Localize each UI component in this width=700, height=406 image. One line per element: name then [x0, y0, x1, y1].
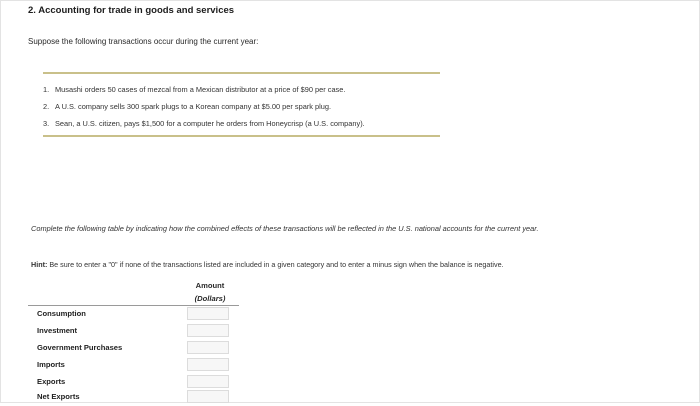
hint-label: Hint:: [31, 260, 48, 269]
table-row-net-exports: [28, 389, 239, 406]
exports-amount-input[interactable]: [187, 375, 229, 388]
transaction-item: [43, 81, 365, 98]
transaction-text: A U.S. company sells 300 spark plugs to a Korean company at $5.00 per spark plug.: [55, 102, 332, 111]
transaction-text: Musashi orders 50 cases of mezcal from a Mexican distributor at a price of $90 per case.: [55, 85, 346, 94]
amount-column-header: [188, 279, 232, 305]
divider-bottom: [43, 135, 440, 137]
row-label-exports: Exports: [37, 377, 66, 386]
row-label-net-exports: Net Exports: [37, 392, 80, 401]
transaction-item: [43, 98, 365, 115]
table-row-imports: [28, 357, 239, 374]
transaction-number: 2.: [43, 102, 50, 111]
row-label-imports: Imports: [37, 360, 65, 369]
amount-header-units: (Dollars): [194, 294, 226, 303]
consumption-amount-input[interactable]: [187, 307, 229, 320]
net-exports-amount-input[interactable]: [187, 390, 229, 403]
transaction-list: [43, 81, 365, 132]
transaction-item: [43, 115, 365, 132]
hint-body: Be sure to enter a "0" if none of the transactions listed are included in a given category and to enter a minus sign when the balance is negative.: [47, 260, 504, 269]
amount-header-label: Amount: [195, 281, 225, 290]
imports-amount-input[interactable]: [187, 358, 229, 371]
transaction-number: 1.: [43, 85, 50, 94]
hint-text: [31, 260, 504, 269]
transaction-number: 3.: [43, 119, 50, 128]
transaction-text: Sean, a U.S. citizen, pays $1,500 for a computer he orders from Honeycrisp (a U.S. company).: [55, 119, 365, 128]
table-instructions: Complete the following table by indicating how the combined effects of these transactions will be reflected in the U.S. national accounts for the current year.: [31, 224, 539, 233]
question-prompt: Suppose the following transactions occur during the current year:: [28, 37, 259, 46]
row-label-government-purchases: Government Purchases: [37, 343, 123, 352]
question-title: 2. Accounting for trade in goods and services: [28, 5, 235, 16]
table-row-investment: [28, 323, 239, 340]
table-row-consumption: [28, 306, 239, 323]
divider-top: [43, 72, 440, 74]
government-purchases-amount-input[interactable]: [187, 341, 229, 354]
row-label-investment: Investment: [37, 326, 78, 335]
row-label-consumption: Consumption: [37, 309, 86, 318]
table-row-government-purchases: [28, 340, 239, 357]
investment-amount-input[interactable]: [187, 324, 229, 337]
